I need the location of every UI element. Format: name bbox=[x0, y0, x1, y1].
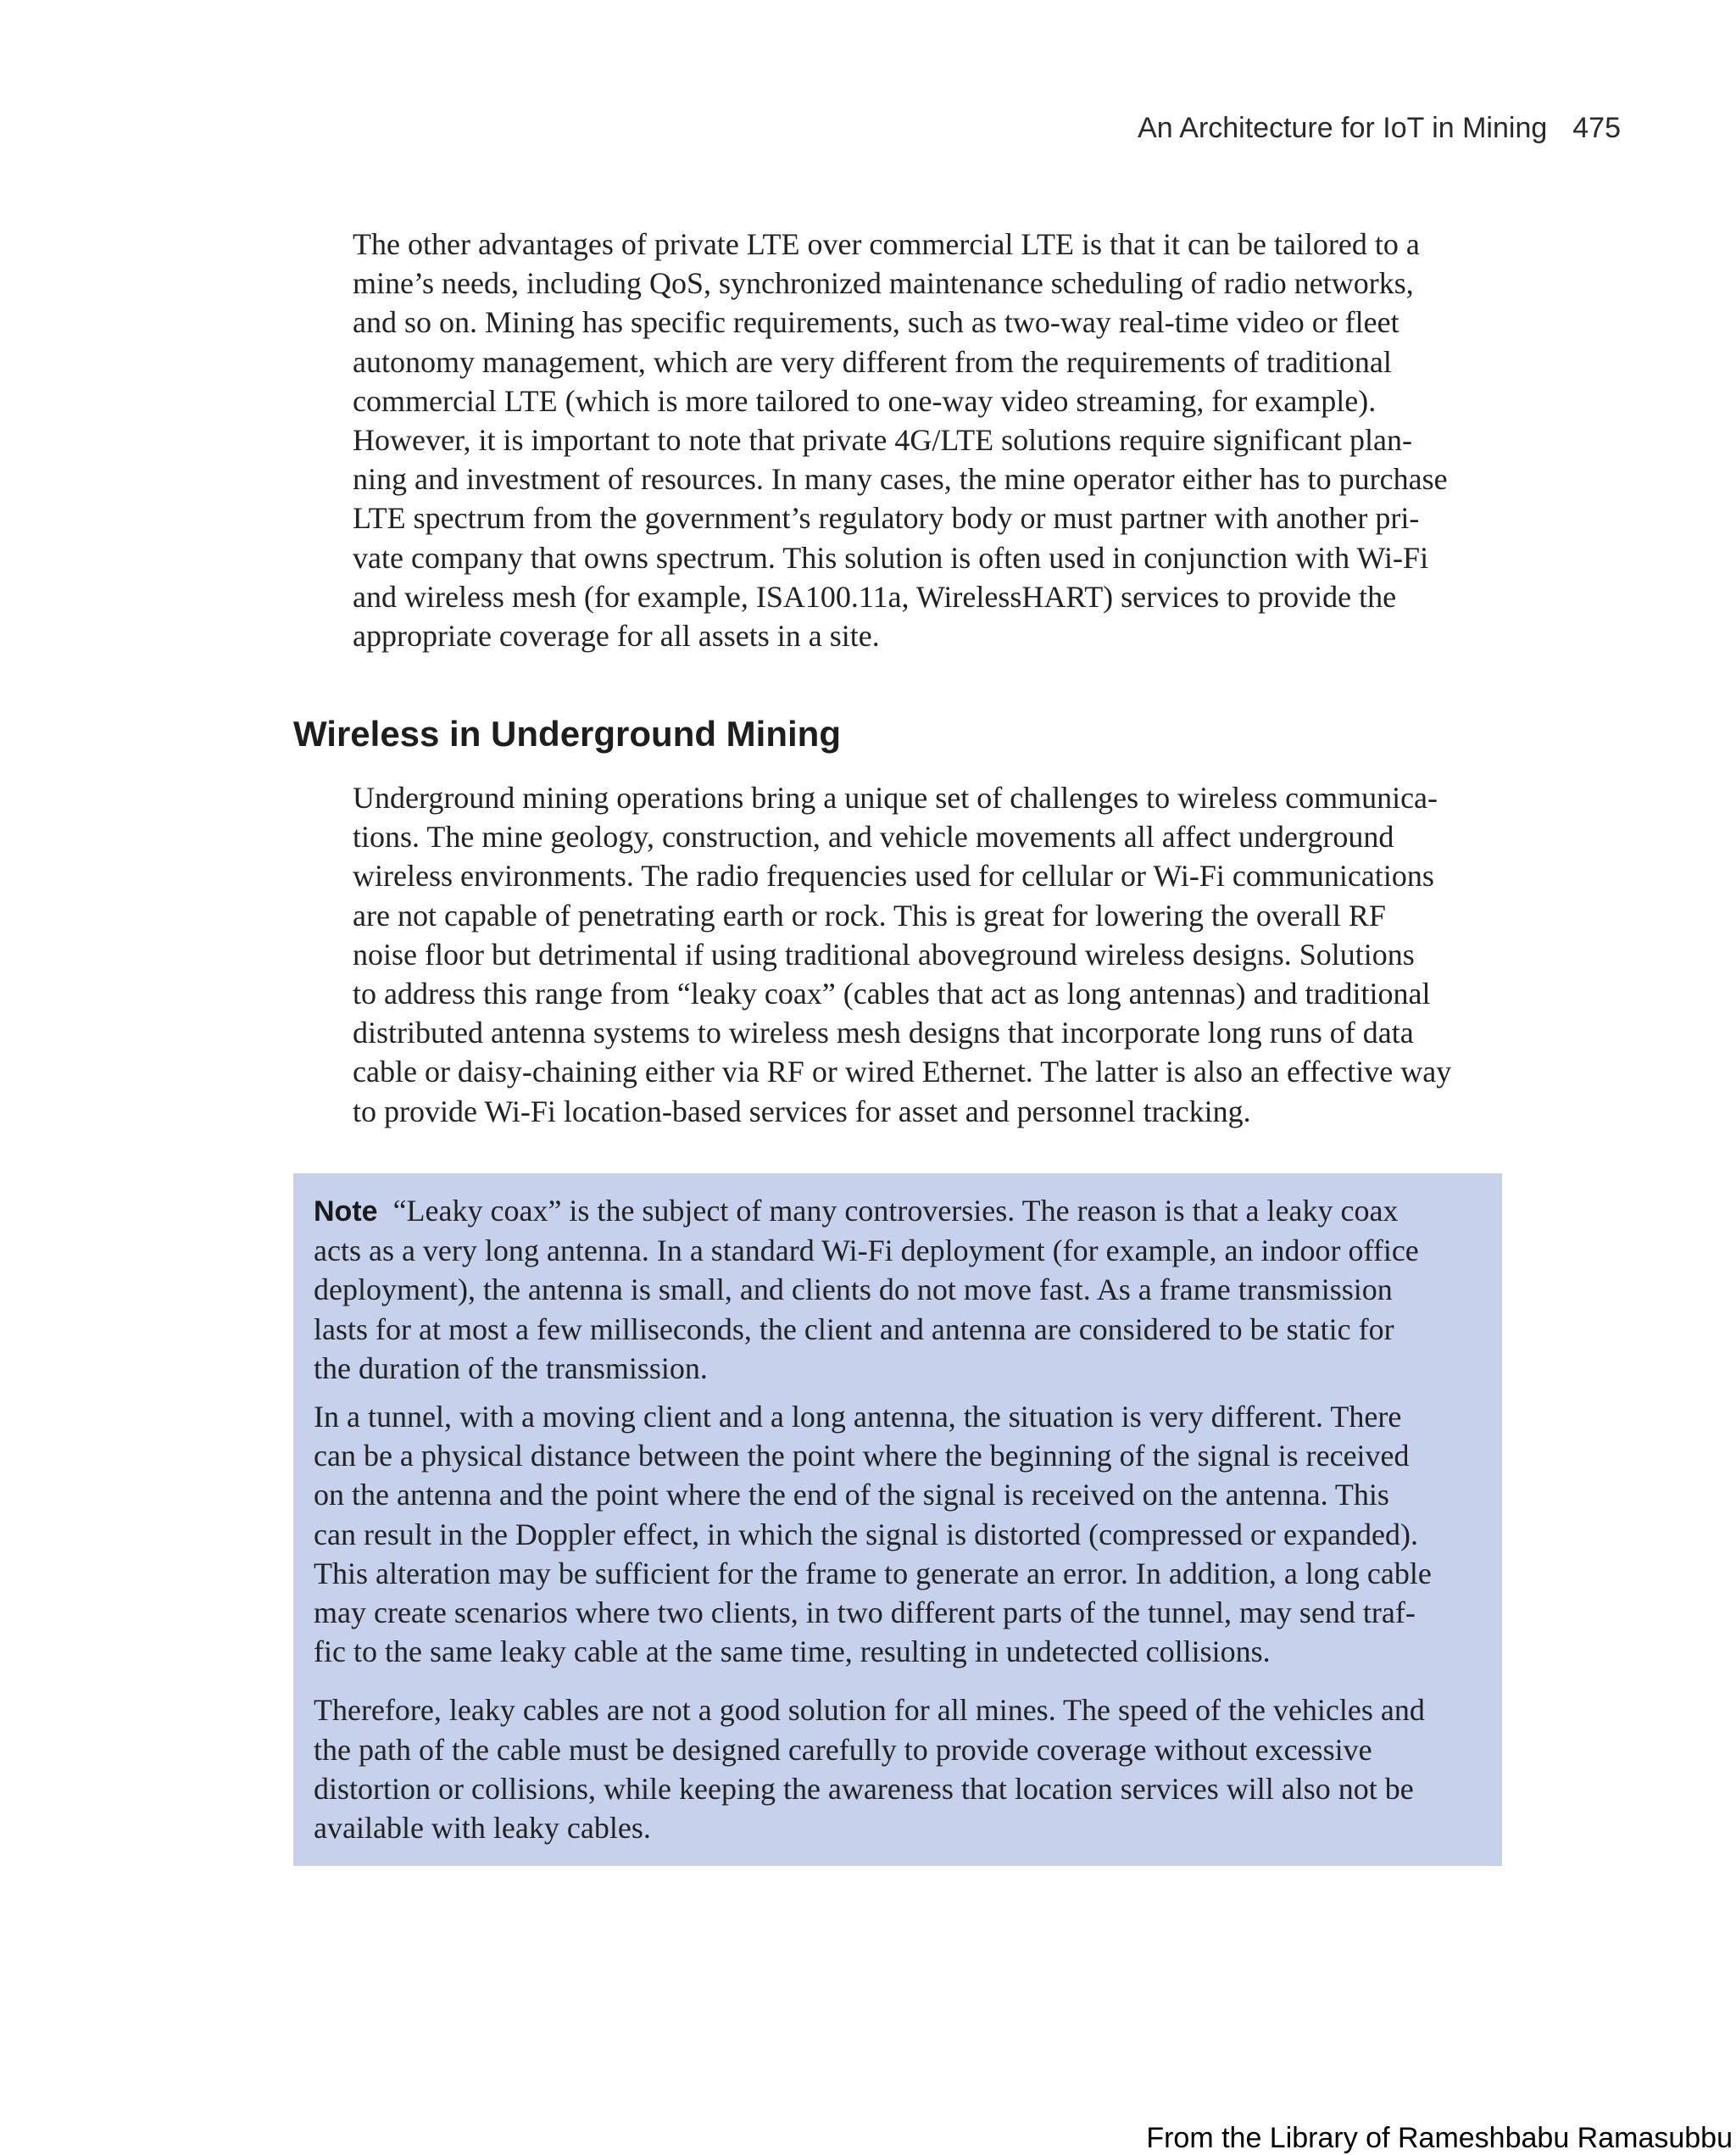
text-line: This alteration may be sufficient for the frame to generate an error. In addition, a long cable bbox=[314, 1556, 1432, 1590]
text-line: tions. The mine geology, construction, and vehicle movements all affect underground bbox=[353, 820, 1394, 855]
text-line: noise floor but detrimental if using traditional aboveground wireless designs. Solutions bbox=[353, 937, 1415, 972]
running-title: An Architecture for IoT in Mining bbox=[1138, 112, 1548, 144]
text-line: Underground mining operations bring a unique set of challenges to wireless communica- bbox=[353, 781, 1438, 815]
note-paragraph bbox=[314, 1191, 1432, 1388]
body-paragraph-private-lte bbox=[353, 225, 1448, 655]
text-line: the path of the cable must be designed carefully to provide coverage without excessive bbox=[314, 1732, 1372, 1767]
text-line: In a tunnel, with a moving client and a long antenna, the situation is very different. There bbox=[314, 1400, 1402, 1434]
text-line: The other advantages of private LTE over commercial LTE is that it can be tailored to a bbox=[353, 227, 1420, 261]
note-line-text: “Leaky coax” is the subject of many controversies. The reason is that a leaky coax bbox=[392, 1194, 1399, 1228]
text-line bbox=[314, 1191, 1432, 1231]
text-line: can result in the Doppler effect, in which the signal is distorted (compressed or expanded). bbox=[314, 1517, 1418, 1551]
section-heading: Wireless in Underground Mining bbox=[293, 714, 841, 754]
text-line: cable or daisy-chaining either via RF or wired Ethernet. The latter is also an effective way bbox=[353, 1055, 1452, 1089]
library-watermark: From the Library of Rameshbabu Ramasubbu bbox=[1146, 2122, 1733, 2154]
paragraph-text bbox=[353, 225, 1448, 655]
text-line: available with leaky cables. bbox=[314, 1811, 651, 1846]
text-line: distortion or collisions, while keeping the awareness that location services will also not be bbox=[314, 1771, 1414, 1806]
text-line: However, it is important to note that private 4G/LTE solutions require significant plan- bbox=[353, 423, 1412, 458]
note-paragraph bbox=[314, 1397, 1432, 1671]
running-header bbox=[1138, 112, 1621, 145]
text-line: appropriate coverage for all assets in a site. bbox=[353, 619, 880, 654]
text-line: autonomy management, which are very different from the requirements of traditional bbox=[353, 344, 1392, 379]
text-line: can be a physical distance between the point where the beginning of the signal is received bbox=[314, 1439, 1410, 1473]
text-line: on the antenna and the point where the end of the signal is received on the antenna. This bbox=[314, 1478, 1389, 1512]
text-line: vate company that owns spectrum. This solution is often used in conjunction with Wi-Fi bbox=[353, 540, 1429, 575]
text-line: mine’s needs, including QoS, synchronized maintenance scheduling of radio networks, bbox=[353, 266, 1414, 301]
text-line: deployment), the antenna is small, and clients do not move fast. As a frame transmission bbox=[314, 1272, 1393, 1307]
page-number: 475 bbox=[1572, 112, 1621, 144]
text-line: ning and investment of resources. In many cases, the mine operator either has to purchase bbox=[353, 462, 1448, 497]
paragraph-text bbox=[353, 778, 1451, 1131]
note-paragraph bbox=[314, 1690, 1432, 1847]
text-line: may create scenarios where two clients, in two different parts of the tunnel, may send traf- bbox=[314, 1595, 1416, 1630]
text-line: distributed antenna systems to wireless mesh designs that incorporate long runs of data bbox=[353, 1016, 1414, 1050]
text-line: to address this range from “leaky coax” (cables that act as long antennas) and traditional bbox=[353, 977, 1431, 1011]
text-line: the duration of the transmission. bbox=[314, 1350, 708, 1385]
text-line: acts as a very long antenna. In a standard Wi-Fi deployment (for example, an indoor office bbox=[314, 1233, 1419, 1268]
text-line: lasts for at most a few milliseconds, the client and antenna are considered to be static for bbox=[314, 1311, 1394, 1346]
text-line: wireless environments. The radio frequencies used for cellular or Wi-Fi communications bbox=[353, 859, 1434, 894]
note-box bbox=[293, 1173, 1502, 1866]
body-paragraph-underground bbox=[353, 778, 1451, 1131]
note-label: Note bbox=[314, 1195, 378, 1228]
note-content bbox=[314, 1191, 1432, 1847]
text-line: Therefore, leaky cables are not a good solution for all mines. The speed of the vehicles and bbox=[314, 1693, 1425, 1728]
text-line: and so on. Mining has specific requirements, such as two-way real-time video or fleet bbox=[353, 305, 1399, 340]
text-line: to provide Wi-Fi location-based services for asset and personnel tracking. bbox=[353, 1094, 1251, 1128]
text-line: LTE spectrum from the government’s regulatory body or must partner with another pri- bbox=[353, 501, 1420, 536]
text-line: commercial LTE (which is more tailored to one-way video streaming, for example). bbox=[353, 383, 1377, 418]
text-line: fic to the same leaky cable at the same time, resulting in undetected collisions. bbox=[314, 1634, 1271, 1669]
text-line: and wireless mesh (for example, ISA100.11a, WirelessHART) services to provide the bbox=[353, 579, 1397, 614]
text-line: are not capable of penetrating earth or rock. This is great for lowering the overall RF bbox=[353, 898, 1386, 933]
